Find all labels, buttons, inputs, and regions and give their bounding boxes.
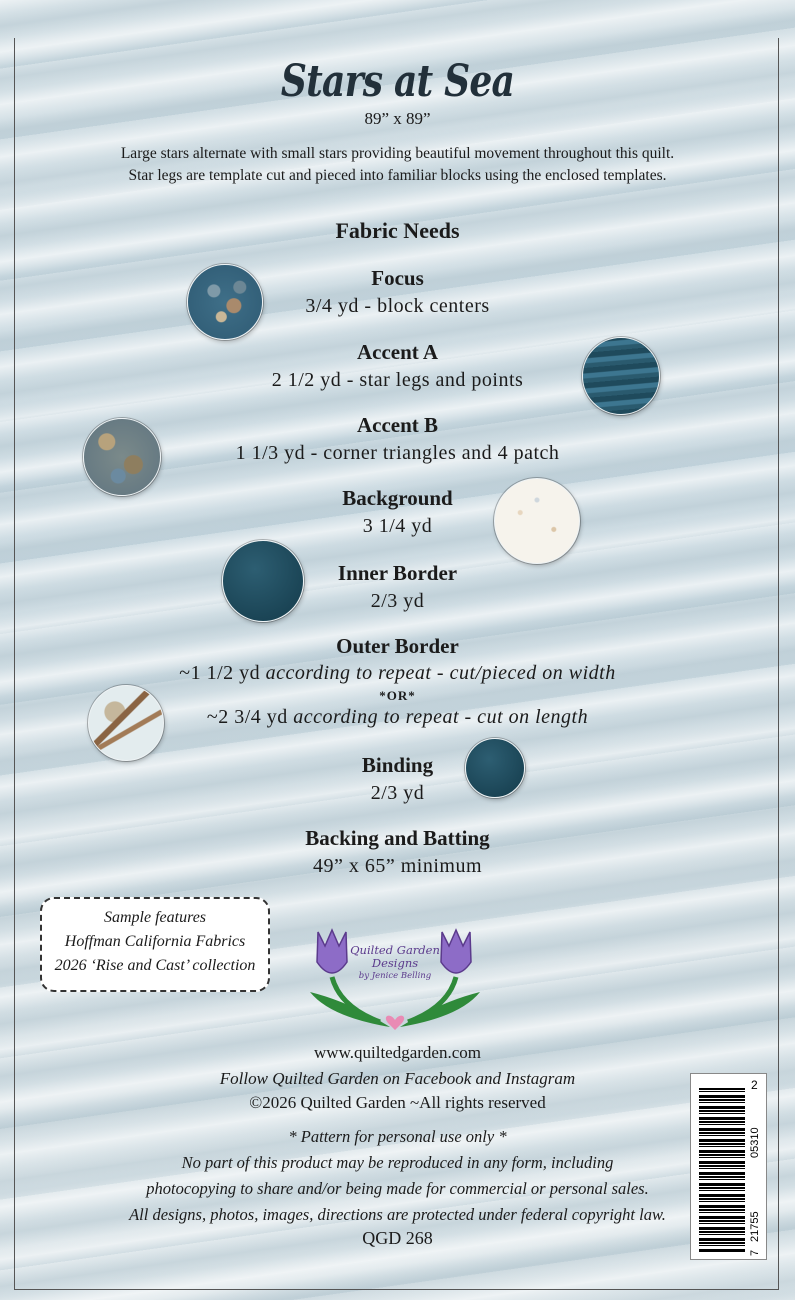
barcode-group-1: 21755 [749,1211,761,1242]
personal-use-note: * Pattern for personal use only * [288,1127,507,1146]
barcode-left-digit: 7 [749,1249,761,1256]
notice-line-1: No part of this product may be reproduced in any form, including [181,1153,614,1172]
logo-line-2: Designs [371,956,419,970]
accent-b-fabric-swatch [83,418,161,496]
fabric-inner-border-detail: 2/3 yd [370,590,425,612]
outer-border-qty-a: ~1 1/2 yd [179,662,266,684]
pattern-description [0,143,795,187]
description-line-2: Star legs are template cut and pieced into familiar blocks using the enclosed templates. [128,167,667,184]
inner-border-fabric-swatch [222,540,304,622]
fabric-backing-title: Backing and Batting [305,826,490,850]
fabric-needs-heading: Fabric Needs [335,218,460,243]
fabric-accent-a-title: Accent A [356,340,439,364]
fabric-binding-title: Binding [361,753,434,777]
sample-line-1: Sample features [103,909,207,926]
notice-line-2: photocopying to share and/or being made for commercial or personal sales. [146,1179,649,1198]
binding-fabric-swatch [465,738,525,798]
outer-border-note-b: according to repeat - cut on length [293,706,589,728]
fabric-backing-detail: 49” x 65” minimum [312,855,483,877]
focus-fabric-swatch [187,264,263,340]
fabric-focus-detail: 3/4 yd - block centers [305,295,490,317]
outer-border-qty-b: ~2 3/4 yd [206,706,294,728]
fabric-accent-b-detail: 1 1/3 yd - corner triangles and 4 patch [235,442,560,464]
notice-line-3: All designs, photos, images, directions are protected under federal copyright law. [129,1205,666,1224]
logo-line-3: by Jenice Belling [358,971,432,981]
barcode-bars [699,1088,745,1253]
description-line-1: Large stars alternate with small stars providing beautiful movement throughout this quilt. [120,145,675,162]
barcode-group-2: 05310 [749,1127,761,1158]
left-tulip-icon [317,930,347,973]
upc-barcode [690,1073,767,1260]
logo-text [345,944,445,983]
accent-a-fabric-swatch [582,337,660,415]
fabric-outer-border-title: Outer Border [336,634,459,658]
fabric-inner-border-title: Inner Border [337,561,458,585]
copyright: ©2026 Quilted Garden ~All rights reserved [249,1093,546,1112]
product-code: QGD 268 [362,1228,433,1248]
quilt-dimensions: 89” x 89” [364,109,431,128]
website-link[interactable]: www.quiltedgarden.com [314,1043,481,1062]
background-fabric-swatch [494,478,580,564]
fabric-accent-b-title: Accent B [356,413,439,437]
outer-border-fabric-swatch [88,685,164,761]
sample-line-2: Hoffman California Fabrics [64,933,246,950]
fabric-binding-detail: 2/3 yd [370,782,425,804]
logo-line-1: Quilted Garden [350,943,440,957]
right-tulip-icon [441,930,471,973]
fabric-focus-title: Focus [371,266,424,290]
fabric-accent-a-detail: 2 1/2 yd - star legs and points [271,369,524,391]
fabric-outer-border-detail-a [0,662,795,685]
sample-features-box [40,897,270,992]
sample-line-3: 2026 ‘Rise and Cast’ collection [54,957,256,974]
outer-border-note-a: according to repeat - cut/pieced on width [265,662,616,684]
heart-icon [386,1016,404,1030]
fabric-background-detail: 3 1/4 yd [362,515,433,537]
fabric-background-title: Background [342,486,453,510]
barcode-check-digit: 2 [751,1078,758,1092]
social-follow: Follow Quilted Garden on Facebook and Instagram [219,1069,576,1088]
outer-border-or: *OR* [379,688,416,703]
pattern-title: Stars at Sea [280,56,515,107]
